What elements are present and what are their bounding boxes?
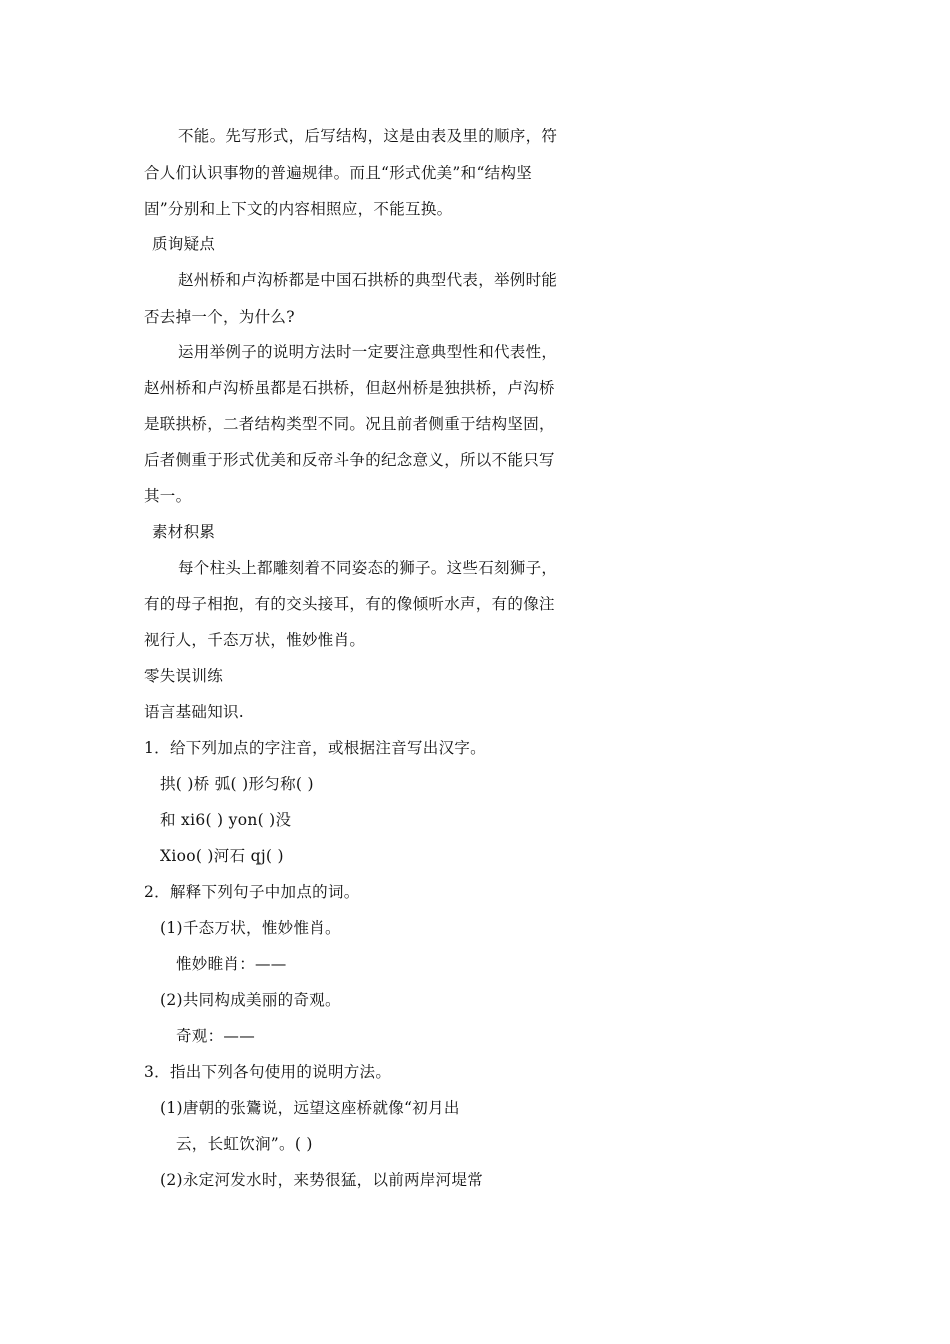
question-3-item-1: (1)唐朝的张鷟说，远望这座桥就像“初月出 (160, 1099, 460, 1117)
material-line-2: 有的母子相抱，有的交头接耳，有的像倾听水声，有的像注 (144, 595, 555, 613)
question-3-title: 3．指出下列各句使用的说明方法。 (144, 1063, 392, 1081)
question-line-2: 否去掉一个，为什么? (144, 308, 295, 326)
question-3-item-1-continued: 云，长虹饮涧”。( ) (176, 1135, 313, 1153)
training-title: 零失误训练 (144, 667, 224, 685)
question-2-answer-2: 奇观：—— (176, 1027, 256, 1045)
question-1-line-2: 和 xi6( ) yon( )没 (160, 811, 292, 829)
section-heading-question: 质询疑点 (152, 235, 216, 253)
question-2-title: 2．解释下列句子中加点的词。 (144, 883, 360, 901)
answer-line-3: 固”分别和上下文的内容相照应，不能互换。 (144, 200, 453, 218)
basics-title: 语言基础知识. (144, 703, 245, 721)
reason-line-5: 其一。 (144, 487, 192, 505)
reason-line-2: 赵州桥和卢沟桥虽都是石拱桥，但赵州桥是独拱桥，卢沟桥 (144, 379, 555, 397)
question-1-line-1: 拱( )桥 弧( )形匀称( ) (160, 775, 314, 793)
section-heading-material: 素材积累 (152, 523, 216, 541)
question-3-item-2: (2)永定河发水时，来势很猛，以前两岸河堤常 (160, 1171, 484, 1189)
question-line-1: 赵州桥和卢沟桥都是中国石拱桥的典型代表，举例时能 (178, 271, 558, 289)
question-2-item-1: (1)千态万状，惟妙惟肖。 (160, 919, 341, 937)
question-1-title: 1．给下列加点的字注音，或根据注音写出汉字。 (144, 739, 486, 757)
reason-line-3: 是联拱桥，二者结构类型不同。况且前者侧重于结构坚固， (144, 415, 555, 433)
material-line-1: 每个柱头上都雕刻着不同姿态的狮子。这些石刻狮子， (178, 559, 558, 577)
question-2-answer-1: 惟妙睢肖：—— (176, 955, 287, 973)
reason-line-1: 运用举例子的说明方法时一定要注意典型性和代表性， (178, 343, 558, 361)
question-1-line-3: Xioo( )河石 qj( ) (160, 847, 284, 865)
reason-line-4: 后者侧重于形式优美和反帝斗争的纪念意义，所以不能只写 (144, 451, 555, 469)
question-2-item-2: (2)共同构成美丽的奇观。 (160, 991, 341, 1009)
answer-line-2: 合人们认识事物的普遍规律。而且“形式优美”和“结构坚 (144, 164, 533, 182)
material-line-3: 视行人，千态万状，惟妙惟肖。 (144, 631, 366, 649)
answer-line-1: 不能。先写形式，后写结构，这是由表及里的顺序，符 (178, 127, 558, 145)
